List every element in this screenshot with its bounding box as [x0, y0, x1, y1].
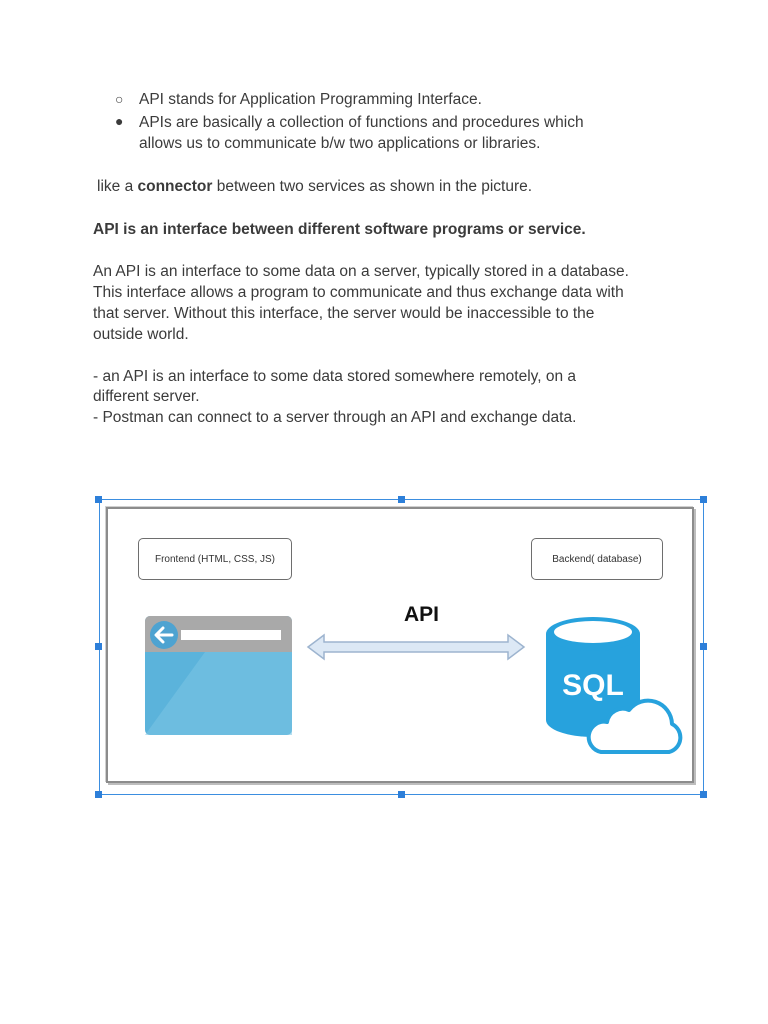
paragraph-line-2: This interface allows a program to communicate and thus exchange data with [93, 284, 624, 301]
paragraph-line-3: that server. Without this interface, the server would be inaccessible to the [93, 305, 595, 322]
image-selection-box[interactable] [99, 499, 704, 795]
bullet-open-circle: ○ [115, 91, 124, 107]
resize-handle-top-right[interactable] [700, 496, 707, 503]
note-line-1: - an API is an interface to some data stored somewhere remotely, on a [93, 368, 577, 385]
note-line-2: different server. [93, 388, 200, 405]
connector-sentence [97, 176, 532, 197]
note-line-3: - Postman can connect to a server through an API and exchange data. [93, 409, 577, 426]
bullet-filled-circle: ● [115, 113, 124, 129]
sql-label: SQL [562, 669, 624, 702]
connector-bold-word: connector [137, 178, 213, 195]
bullet-2-line-2: allows us to communicate b/w two applications or libraries. [139, 135, 541, 152]
frontend-label: Frontend (HTML, CSS, JS) [154, 553, 276, 565]
resize-handle-bottom-center[interactable] [398, 791, 405, 798]
connector-suffix: between two services as shown in the picture. [212, 178, 533, 195]
resize-handle-middle-right[interactable] [700, 643, 707, 650]
paragraph-line-4: outside world. [93, 326, 189, 343]
api-label: API [404, 603, 440, 626]
resize-handle-bottom-left[interactable] [95, 791, 102, 798]
connector-prefix: like a [97, 178, 138, 195]
resize-handle-bottom-right[interactable] [700, 791, 707, 798]
section-heading: API is an interface between different software programs or service. [93, 221, 586, 238]
paragraph-line-1: An API is an interface to some data on a server, typically stored in a database. [93, 263, 629, 280]
backend-label: Backend( database) [552, 553, 642, 565]
resize-handle-top-left[interactable] [95, 496, 102, 503]
bullet-1-text: API stands for Application Programming Interface. [139, 91, 482, 108]
bullet-2-line-1: APIs are basically a collection of functions and procedures which [139, 114, 584, 131]
resize-handle-top-center[interactable] [398, 496, 405, 503]
resize-handle-middle-left[interactable] [95, 643, 102, 650]
